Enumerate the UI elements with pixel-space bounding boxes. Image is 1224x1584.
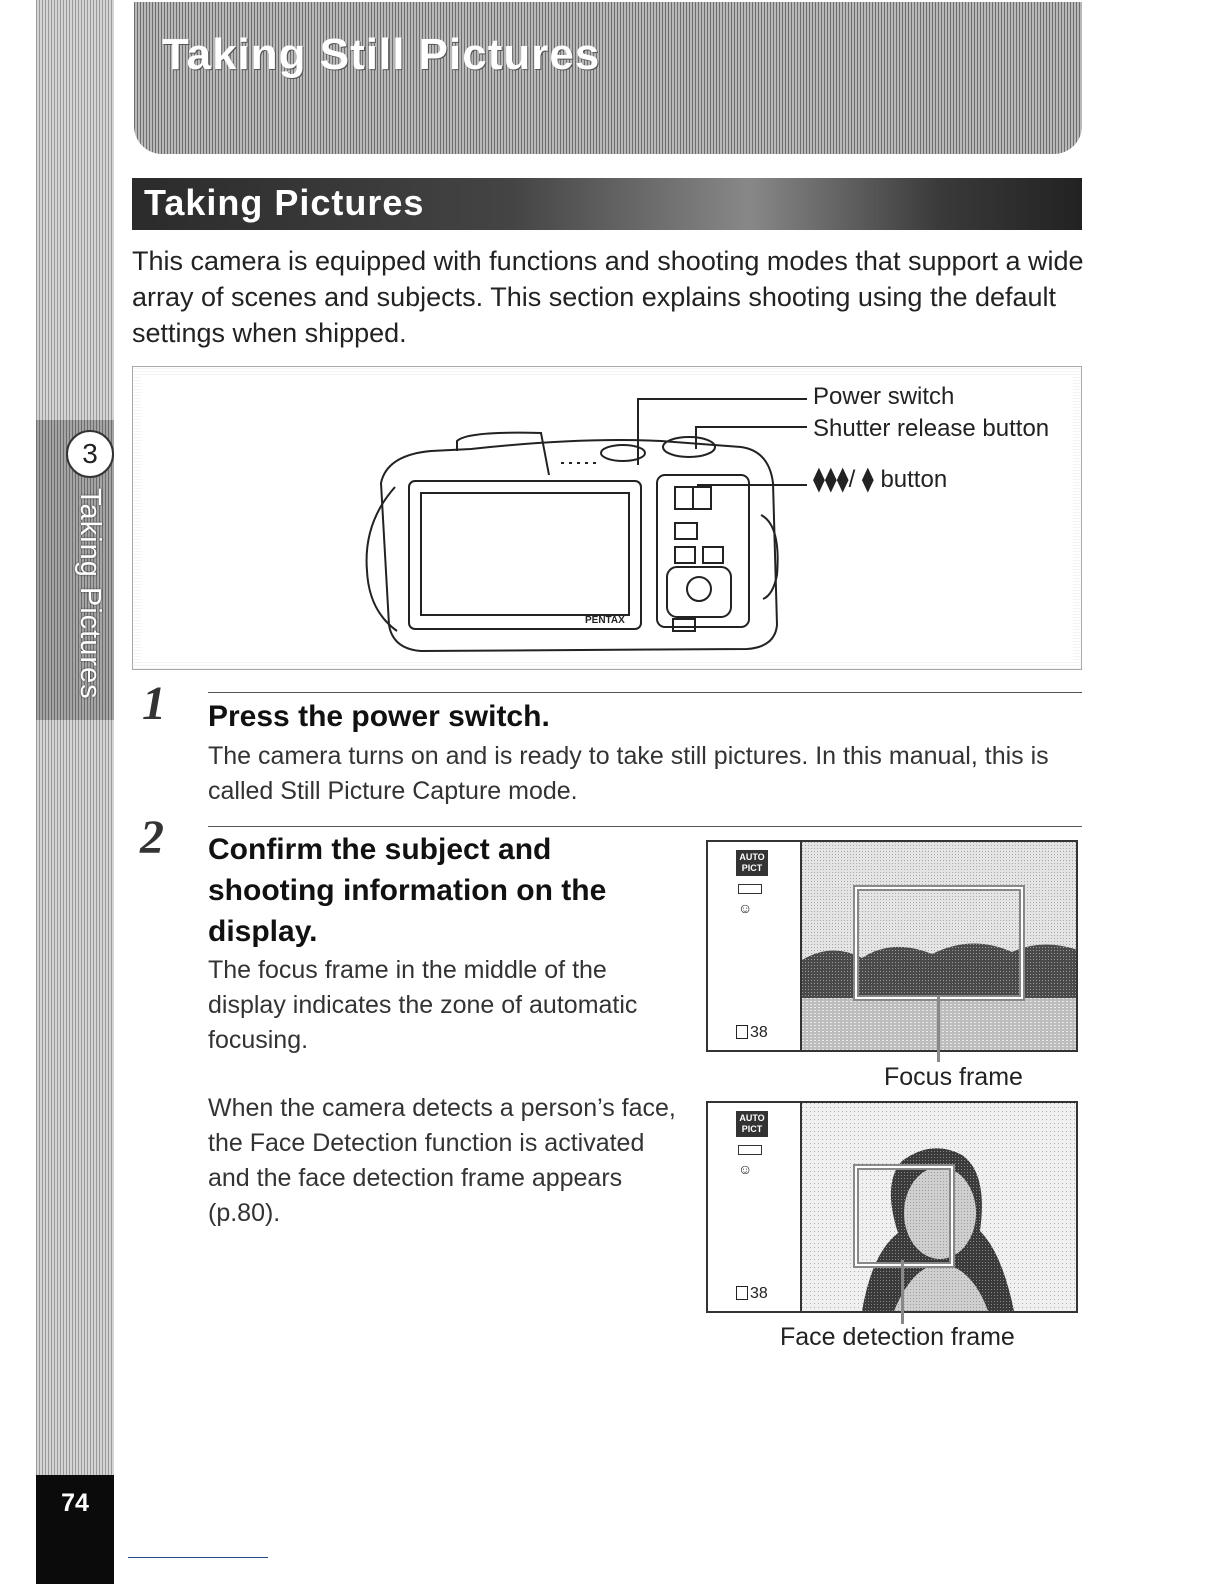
callout-shutter-button: Shutter release button	[813, 415, 1050, 442]
shots-remaining	[736, 1285, 768, 1303]
face-button-shape	[673, 619, 695, 631]
section-title: Taking Pictures	[144, 182, 425, 223]
camera-body-outline	[381, 440, 777, 651]
lcd-info-panel	[708, 1103, 802, 1311]
menu-button-shape	[675, 523, 697, 539]
chapter-number-badge: 3	[66, 430, 114, 478]
step-1-rule	[208, 692, 1082, 693]
memory-card-icon	[736, 1025, 748, 1039]
camera-flash-housing	[457, 433, 549, 475]
callout-zoom-button: ⧫⧫⧫/ ⧫ button	[813, 466, 948, 493]
chapter-title: Taking Still Pictures	[162, 30, 601, 79]
lcd-face-example	[706, 1101, 1078, 1313]
green-button-shape	[703, 547, 723, 563]
auto-picture-mode-icon: AUTO PICT	[736, 850, 768, 876]
step-2-body: The focus frame in the middle of the display indicates the zone of automatic focusing.	[208, 956, 638, 1054]
landscape-scene	[802, 842, 1078, 1050]
shutter-button-shape	[663, 437, 715, 457]
step-2-number: 2	[140, 811, 164, 864]
shots-remaining-value: 38	[750, 1024, 768, 1041]
four-way-controller-shape	[667, 567, 731, 617]
auto-picture-mode-icon: AUTO PICT	[736, 1111, 768, 1137]
camera-brand-label: PENTAX	[585, 615, 625, 626]
footer-rule	[128, 1557, 268, 1558]
step-1-body: The camera turns on and is ready to take still pictures. In this manual, this is called Still Picture Capture mode.	[208, 742, 1049, 805]
chapter-label: Taking Pictures	[74, 488, 106, 700]
shots-remaining	[736, 1024, 768, 1042]
step-1-number: 1	[142, 677, 166, 730]
shots-remaining-value: 38	[750, 1285, 768, 1302]
face-frame-caption: Face detection frame	[780, 1323, 1015, 1351]
ok-button-shape	[687, 577, 711, 601]
lcd-info-panel	[708, 842, 802, 1050]
play-button-shape	[675, 547, 695, 563]
battery-icon	[738, 1145, 762, 1155]
face-detect-icon: ☺	[738, 1161, 753, 1177]
step-2-heading: Confirm the subject and shooting information on the display.	[208, 833, 607, 948]
camera-lcd-outline	[409, 481, 641, 629]
camera-lcd-screen	[421, 493, 629, 615]
lcd-focus-example	[706, 840, 1078, 1052]
step-1-heading: Press the power switch.	[208, 700, 550, 733]
chapter-side-tab	[36, 0, 114, 1475]
callout-power-switch: Power switch	[813, 383, 955, 410]
step-2-rule	[208, 826, 1082, 827]
camera-figure	[132, 366, 1082, 670]
face-frame-leader	[901, 1260, 904, 1324]
focus-frame-leader	[937, 996, 940, 1062]
power-switch-leader	[638, 399, 807, 465]
intro-paragraph: This camera is equipped with functions and shooting modes that support a wide array of scenes and subjects. This section explains shooting using the default settings when shipped.	[132, 246, 1084, 348]
battery-icon	[738, 884, 762, 894]
step-2-body-face: When the camera detects a person’s face, the Face Detection function is activated and the face detection frame appears (p.80).	[208, 1094, 676, 1227]
page-number: 74	[36, 1475, 114, 1584]
face-detect-icon: ☺	[738, 900, 753, 916]
focus-frame-caption: Focus frame	[884, 1063, 1023, 1091]
memory-card-icon	[736, 1286, 748, 1300]
portrait-scene	[802, 1103, 1078, 1311]
